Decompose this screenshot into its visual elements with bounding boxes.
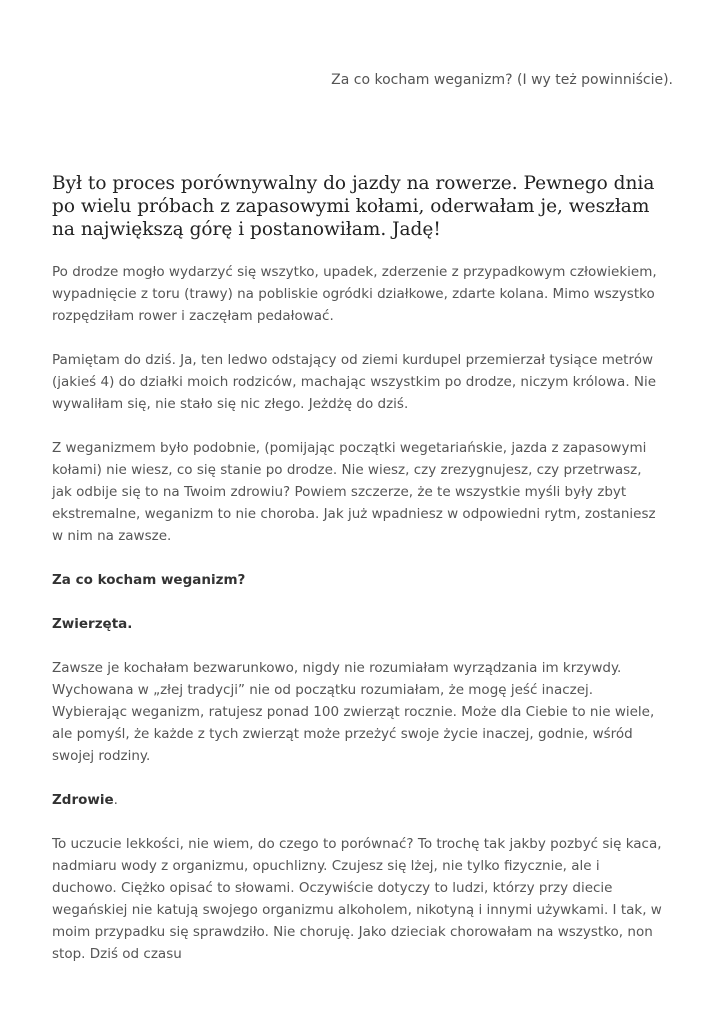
paragraph-animals: Zawsze je kochałam bezwarunkowo, nigdy nie rozumiałam wyrządzania im krzywdy. Wychowana w „złej tradycji” nie od początku rozumiałam, że mogę jeść inaczej. Wybierając weganizm, ratujesz ponad 100 zwierząt rocznie. Może dla Ciebie to nie wiele, ale pomyśl, że każde z tych zwierząt może przeżyć swoje życie inaczej, godnie, wśród swojej rodziny. xyxy=(52,660,655,764)
section-heading-health-period: . xyxy=(113,792,118,808)
article-body xyxy=(52,172,664,987)
section-heading-why-vegan: Za co kocham weganizm? xyxy=(52,572,246,588)
article-lead: Był to proces porównywalny do jazdy na rowerze. Pewnego dnia po wielu próbach z zapasowymi kołami, oderwałam je, weszłam na największą górę i postanowiłam. Jadę! xyxy=(52,173,655,240)
section-heading-health-label: Zdrowie xyxy=(52,792,114,808)
paragraph-memory: Pamiętam do dziś. Ja, ten ledwo odstający od ziemi kurdupel przemierzał tysiące metrów (jakieś 4) do działki moich rodziców, machając wszystkim po drodze, niczym królowa. Nie wywaliłam się, nie stało się nic złego. Jeżdżę do dziś. xyxy=(52,352,657,412)
running-header-title: Za co kocham weganizm? (I wy też powinniście). xyxy=(331,72,673,88)
paragraph-veganism-similar: Z weganizmem było podobnie, (pomijając początki wegetariańskie, jazda z zapasowymi kołami) nie wiesz, co się stanie po drodze. Nie wiesz, czy zrezygnujesz, czy przetrwasz, jak odbije się to na Twoim zdrowiu? Powiem szczerze, że te wszystkie myśli były zbyt ekstremalne, weganizm to nie choroba. Jak już wpadniesz w odpowiedni rytm, zostaniesz w nim na zawsze. xyxy=(52,440,656,544)
section-heading-animals: Zwierzęta. xyxy=(52,616,133,632)
paragraph-bike-risks: Po drodze mogło wydarzyć się wszytko, upadek, zderzenie z przypadkowym człowiekiem, wypadnięcie z toru (trawy) na pobliskie ogródki działkowe, zdarte kolana. Mimo wszystko rozpędziłam rower i zaczęłam pedałować. xyxy=(52,264,657,324)
paragraph-health: To uczucie lekkości, nie wiem, do czego to porównać? To trochę tak jakby pozbyć się kaca, nadmiaru wody z organizmu, opuchlizny. Czujesz się lżej, nie tylko fizycznie, ale i duchowo. Ciężko opisać to słowami. Oczywiście dotyczy to ludzi, którzy przy diecie wegańskiej nie katują swojego organizmu alkoholem, nikotyną i innymi używkami. I tak, w moim przypadku się sprawdziło. Nie choruję. Jako dzieciak chorowałam na wszystko, non stop. Dziś od czasu xyxy=(52,836,662,962)
section-heading-health xyxy=(52,789,664,811)
